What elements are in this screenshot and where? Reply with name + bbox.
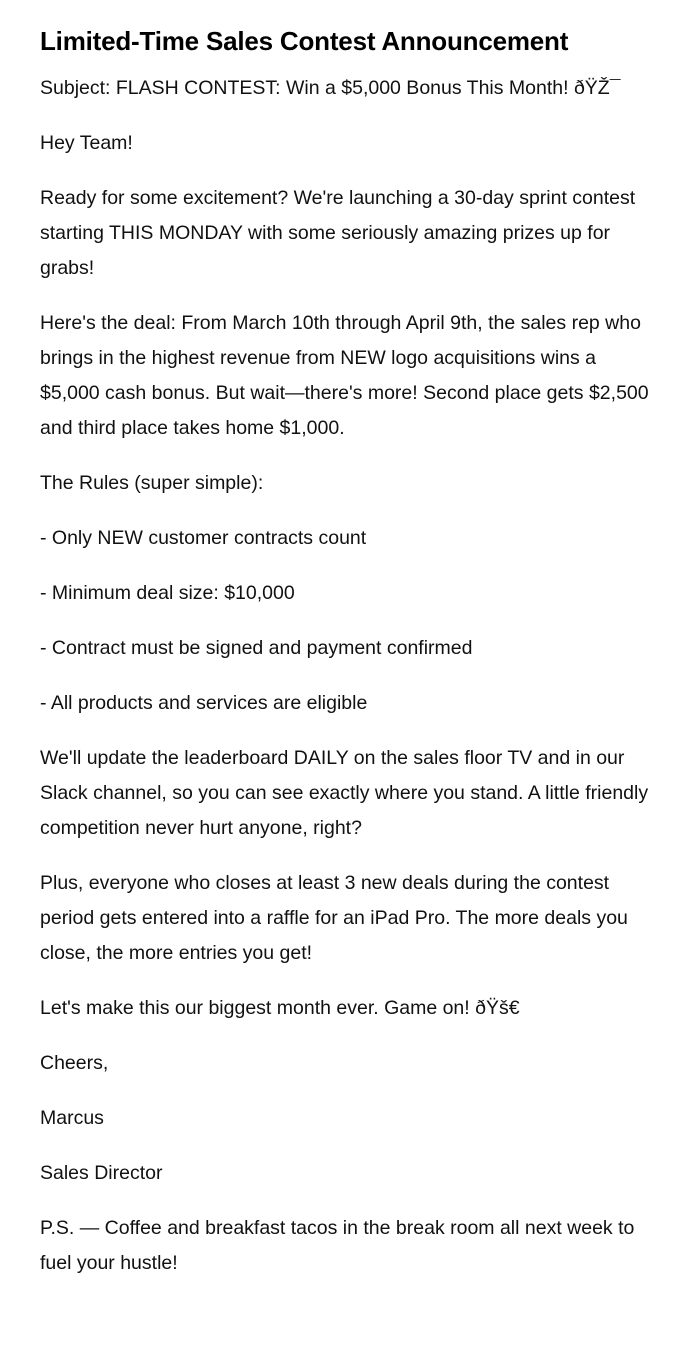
rule-item: - Only NEW customer contracts count	[40, 527, 367, 549]
closing-line: Let's make this our biggest month ever. Game on! ðŸš€	[40, 997, 520, 1019]
prize-paragraph: Here's the deal: From March 10th through April 9th, the sales rep who brings in the highest revenue from NEW logo acquisitions wins a $5,000 cash bonus. But wait—there's more! Second place gets $2,500 and third place takes home $1,000.	[40, 312, 649, 439]
rules-heading: The Rules (super simple):	[40, 472, 264, 494]
intro-paragraph: Ready for some excitement? We're launching a 30-day sprint contest starting THIS MONDAY with some seriously amazing prizes up for grabs!	[40, 187, 636, 279]
postscript: P.S. — Coffee and breakfast tacos in the break room all next week to fuel your hustle!	[40, 1217, 635, 1274]
sign-off: Cheers,	[40, 1052, 109, 1074]
rule-item: - Contract must be signed and payment confirmed	[40, 637, 473, 659]
rule-item: - Minimum deal size: $10,000	[40, 582, 295, 604]
rule-item: - All products and services are eligible	[40, 692, 368, 714]
greeting: Hey Team!	[40, 132, 133, 154]
document-title: Limited-Time Sales Contest Announcement	[40, 26, 569, 56]
raffle-paragraph: Plus, everyone who closes at least 3 new deals during the contest period gets entered into a raffle for an iPad Pro. The more deals you close, the more entries you get!	[40, 872, 628, 964]
subject-line: Subject: FLASH CONTEST: Win a $5,000 Bonus This Month! ðŸŽ¯	[40, 77, 621, 99]
signature-name: Marcus	[40, 1107, 104, 1129]
signature-title: Sales Director	[40, 1162, 163, 1184]
leaderboard-paragraph: We'll update the leaderboard DAILY on the sales floor TV and in our Slack channel, so you can see exactly where you stand. A little friendly competition never hurt anyone, right?	[40, 747, 649, 839]
